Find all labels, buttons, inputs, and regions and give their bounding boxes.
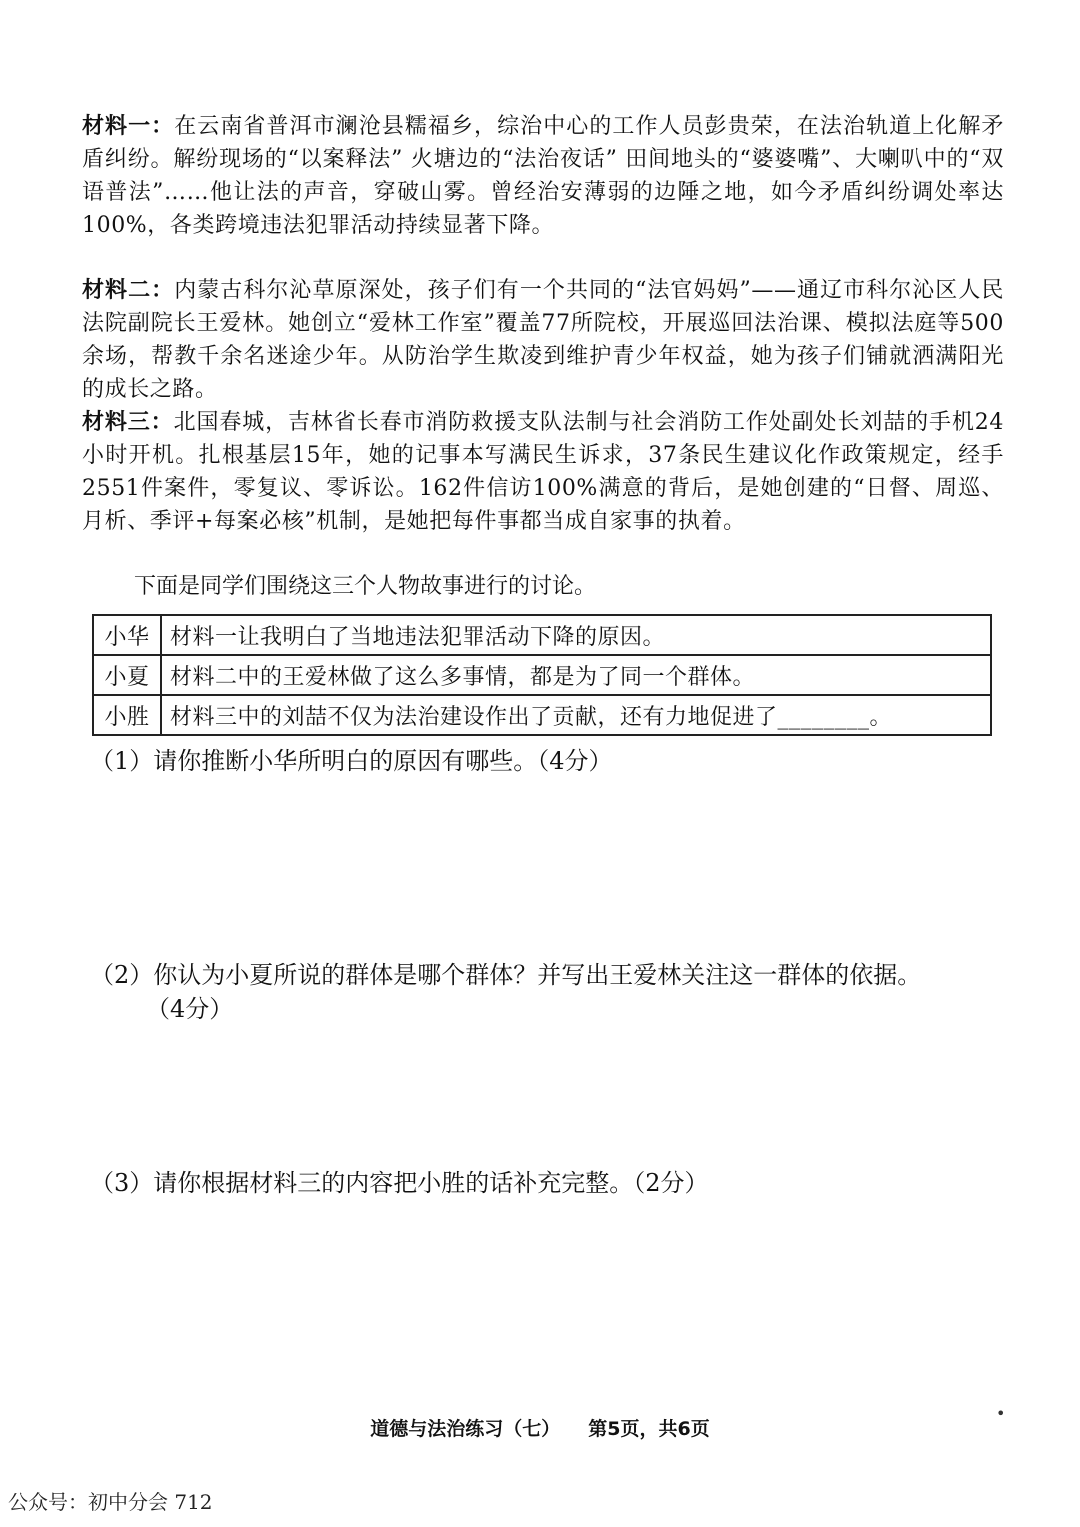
footer-title: 道德与法治练习（七）: [370, 1418, 561, 1440]
watermark: 公众号：初中分会 712: [8, 1490, 213, 1514]
speaker-name: 小夏: [93, 655, 161, 695]
question-1: （1）请你推断小华所明白的原因有哪些。（4分）: [90, 747, 613, 775]
question-3: （3）请你根据材料三的内容把小胜的话补充完整。（2分）: [90, 1169, 709, 1197]
discussion-table: [92, 614, 992, 736]
table-row: [93, 695, 991, 735]
speaker-name: 小胜: [93, 695, 161, 735]
table-row: [93, 655, 991, 695]
question-2-text: （2）你认为小夏所说的群体是哪个群体？并写出王爱林关注这一群体的依据。: [90, 961, 922, 989]
question-2-score: （4分）: [146, 995, 234, 1023]
material-2: [82, 274, 1004, 406]
scan-mark-icon: •: [996, 1404, 1006, 1423]
material-3-text: 北国春城，吉林省长春市消防救援支队法制与社会消防工作处副处长刘喆的手机24小时开机。扎根基层15年，她的记事本写满民生诉求，37条民生建议化作政策规定，经手2551件案件，零复议、零诉讼。162件信访100%满意的背后，是她创建的“日督、周巡、月析、季评+每案必核”机制，是她把每件事都当成自家事的执着。: [82, 410, 1004, 534]
speaker-comment: 材料一让我明白了当地违法犯罪活动下降的原因。: [161, 615, 991, 655]
material-1-text: 在云南省普洱市澜沧县糯福乡，综治中心的工作人员彭贵荣，在法治轨道上化解矛盾纠纷。解纷现场的“以案释法” 火塘边的“法治夜话” 田间地头的“婆婆嘴”、大喇叭中的“双语普法”……他让法的声音，穿破山雾。曾经治安薄弱的边陲之地，如今矛盾纠纷调处率达100%，各类跨境违法犯罪活动持续显著下降。: [82, 114, 1004, 238]
material-1: [82, 110, 1004, 242]
speaker-comment: 材料三中的刘喆不仅为法治建设作出了贡献，还有力地促进了________。: [161, 695, 991, 735]
material-2-text: 内蒙古科尔沁草原深处，孩子们有一个共同的“法官妈妈”——通辽市科尔沁区人民法院副院长王爱林。她创立“爱林工作室”覆盖77所院校，开展巡回法治课、模拟法庭等500余场，帮教千余名迷途少年。从防治学生欺凌到维护青少年权益，她为孩子们铺就洒满阳光的成长之路。: [82, 278, 1004, 402]
footer-page-number: 第5页，共6页: [588, 1418, 710, 1440]
speaker-name: 小华: [93, 615, 161, 655]
speaker-comment: 材料二中的王爱林做了这么多事情，都是为了同一个群体。: [161, 655, 991, 695]
page-footer: [0, 1414, 1080, 1441]
material-3: [82, 406, 1004, 538]
material-3-label: 材料三：: [82, 410, 174, 435]
material-1-label: 材料一：: [82, 114, 175, 139]
material-2-label: 材料二：: [82, 278, 175, 303]
discussion-intro: 下面是同学们围绕这三个人物故事进行的讨论。: [134, 574, 597, 599]
table-row: [93, 615, 991, 655]
question-2: [90, 958, 1010, 1026]
